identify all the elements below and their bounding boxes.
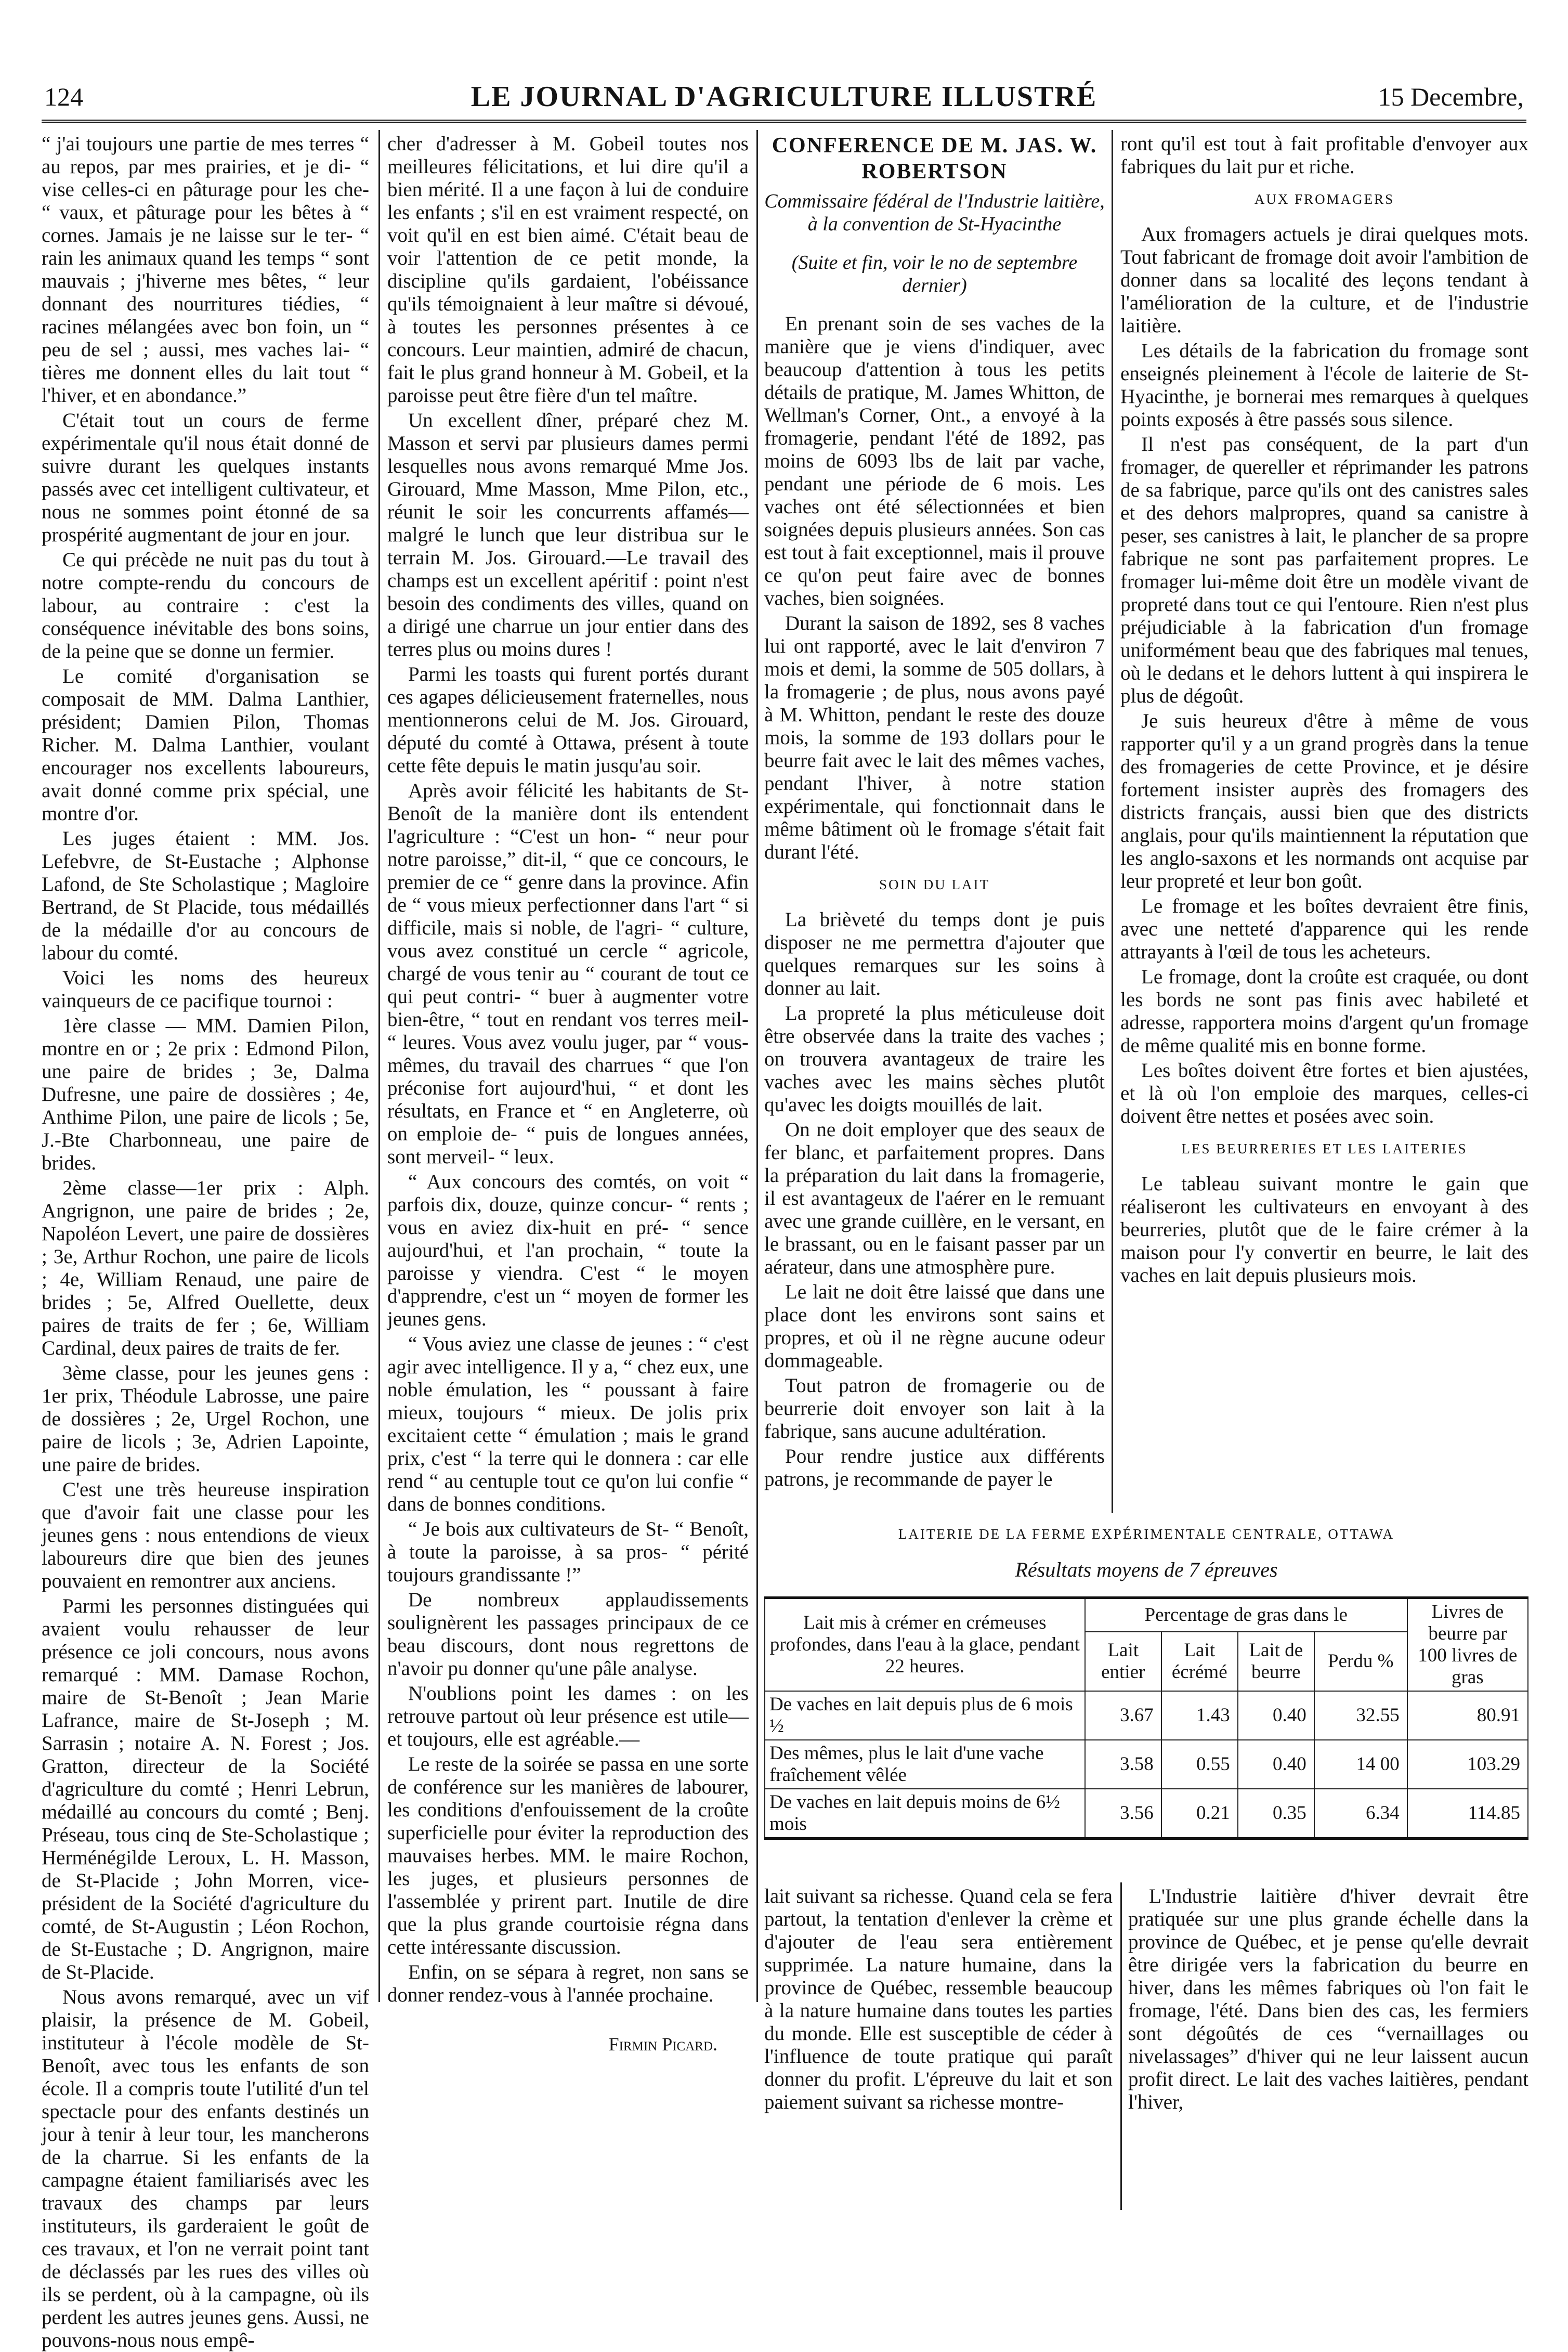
table-row: [765, 1691, 1528, 1740]
paragraph: Le comité d'organisation se composait de MM. Dalma Lanthier, président; Damien Pilon, Thomas Richer. M. Dalma Lanthier, voulant encourager nos excellents laboureurs, avait donné comme prix spécial, une montre d'or.: [42, 665, 369, 825]
table-header-percentage: Percentage de gras dans le: [1085, 1598, 1407, 1632]
paragraph: Pour rendre justice aux différents patrons, je recommande de payer le: [764, 1445, 1105, 1490]
table-cell: 114.85: [1407, 1789, 1528, 1839]
paragraph: Un excellent dîner, préparé chez M. Masson et servi par plusieurs dames permi lesquelles nous avons remarqué Mme Jos. Girouard, Mme Masson, Mme Pilon, etc., réunit le soir les concurrents affamés—malgré le lunch que leur distribua sur le terrain M. Jos. Girouard.—Le travail des champs est un excellent apéritif : point n'est besoin des condiments des villes, quand on a dirigé une charrue un jour entier dans des terres plus ou moins dures !: [387, 409, 749, 660]
paragraph: lait suivant sa richesse. Quand cela se fera partout, la tentation d'enlever la crème et d'ajouter de l'eau sera entièrement supprimée. La nature humaine, dans la province de Québec, ressemble beaucoup à la nature humaine dans toutes les parties du monde. Elle est susceptible de céder à l'influence de toute pratique qui paraît donner du profit. L'épreuve du lait et son paiement suivant sa richesse montre-: [764, 1885, 1113, 2113]
column-3-continuation: [764, 1885, 1113, 2207]
results-table: [764, 1596, 1528, 1840]
paragraph: “ Vous aviez une classe de jeunes : “ c'est agir avec intelligence. Il y a, “ chez eux, une noble émulation, les “ poussant à faire mieux, toujours “ mieux. De jolis prix excitaient cette “ émulation ; mais le grand prix, c'est “ la terre qui le donnera : car elle rend “ au centuple tout ce qu'on lui confie “ dans de bonnes conditions.: [387, 1333, 749, 1515]
paragraph: ront qu'il est tout à fait profitable d'envoyer aux fabriques du lait pur et riche.: [1120, 133, 1528, 178]
table-header-lait-ecreme: Lait écrémé: [1161, 1632, 1238, 1691]
table-row: [765, 1740, 1528, 1789]
paragraph: “ j'ai toujours une partie de mes terres “ au repos, par mes prairies, et je di- “ vise celles-ci en pâturage pour les che- “ vaux, et pâturage pour les bêtes à “ cornes. Jamais je ne laisse sur le ter- “ rain les animaux quand les temps “ sont mauvais ; j'hiverne mes bêtes, “ leur donnant des nourritures tiédies, “ racines mélangées avec bon foin, un “ peu de sel ; aussi, mes vaches lai- “ tières me donnent elles du lait tout “ l'hiver, et en abondance.”: [42, 133, 369, 407]
author-signature: Firmin Picard.: [608, 2034, 717, 2055]
paragraph: L'Industrie laitière d'hiver devrait être pratiquée sur une plus grande échelle dans la province de Québec, et je pense qu'elle devrait être dirigée vers la fabrication du beurre en hiver, dans les mêmes fabriques où l'on fait le fromage, l'été. Dans bien des cas, les fermiers sont dégoûtés de ces “vernaillages ou nivelassages” d'hiver qui ne leur laissent aucun profit direct. Le lait des vaches laitières, pendant l'hiver,: [1128, 1885, 1528, 2113]
paragraph: Parmi les personnes distinguées qui avaient voulu rehausser de leur présence ce joli concours, nous avons remarqué : MM. Damase Rochon, maire de St-Benoît ; Jean Marie Lafrance, maire de St-Joseph ; M. Sarrasin ; notaire A. N. Forest ; Jos. Gratton, directeur de la Société d'agriculture du comté ; Henri Lebrun, médaillé au concours du comté ; Benj. Préseau, tous cinq de Ste-Scholastique ; Herménégilde Leroux, L. H. Masson, de St-Placide ; John Morren, vice-président de la Société d'agriculture du comté, de St-Augustin ; Léon Rochon, de St-Eustache ; D. Angrignon, maire de St-Placide.: [42, 1595, 369, 1983]
table-header-lait-beurre: Lait de beurre: [1238, 1632, 1314, 1691]
table-header-perdu: Perdu %: [1314, 1632, 1407, 1691]
paragraph: Enfin, on se sépara à regret, non sans se donner rendez-vous à l'année prochaine.: [387, 1961, 749, 2006]
paragraph: La brièveté du temps dont je puis disposer ne me permettra d'ajouter que quelques remarques sur les soins à donner au lait.: [764, 908, 1105, 999]
paragraph: Les boîtes doivent être fortes et bien ajustées, et là où l'on emploie des marques, celles-ci doivent être nettes et posées avec soin.: [1120, 1059, 1528, 1127]
paragraph: Parmi les toasts qui furent portés durant ces agapes délicieusement fraternelles, nous mentionnerons celui de M. Jos. Girouard, député du comté à Ottawa, présent à toute cette fête depuis le matin jusqu'au soir.: [387, 663, 749, 777]
table-cell: 6.34: [1314, 1789, 1407, 1839]
table-cell: 32.55: [1314, 1691, 1407, 1740]
table-cell: De vaches en lait depuis plus de 6 mois ½: [765, 1691, 1085, 1740]
column-1: [42, 133, 369, 2351]
page-number: 124: [44, 82, 83, 111]
table-header-livres: Livres de beurre par 100 livres de gras: [1407, 1598, 1528, 1692]
column-3: [764, 133, 1105, 1511]
paragraph: Tout patron de fromagerie ou de beurrerie doit envoyer son lait à la fabrique, sans aucune adultération.: [764, 1374, 1105, 1443]
paragraph: En prenant soin de ses vaches de la manière que je viens d'indiquer, avec beaucoup d'attention à tous les petits détails de pratique, M. James Whitton, de Wellman's Corner, Ont., a envoyé à la fromagerie, pendant l'été de 1892, pas moins de 6093 lbs de lait par vache, pendant une période de 6 mois. Les vaches ont été sélectionnées et bien soignées depuis plusieurs années. Son cas est tout à fait exceptionnel, mais il prouve ce qu'on peut faire avec de bonnes vaches, bien soignées.: [764, 313, 1105, 609]
paragraph: Le fromage et les boîtes devraient être finis, avec une netteté d'apparence qui les rende attrayants à l'œil de tous les acheteurs.: [1120, 895, 1528, 963]
paragraph: Il n'est pas conséquent, de la part d'un fromager, de quereller et réprimander les patrons de sa fabrique, parce qu'ils ont des canistres sales et des dehors malpropres, quand sa canistre à peser, ses canistres à lait, le plancher de sa propre fabrique ne sont pas parfaitement propres. Le fromager lui-même doit être un modèle vivant de propreté dans tout ce qui l'entoure. Rien n'est plus préjudiciable à la fabrication d'un fromage uniformément beau que des fabriques mal tenues, où le dedans et le dehors luttent à qui inspirera le plus de dégoût.: [1120, 433, 1528, 707]
column-2: [387, 133, 749, 2207]
table-cell: 14 00: [1314, 1740, 1407, 1789]
page-header: [42, 78, 1526, 123]
paragraph: C'est une très heureuse inspiration que d'avoir fait une classe pour les jeunes gens : nous entendions de vieux laboureurs dire que bien des jeunes pouvaient en remontrer aux anciens.: [42, 1478, 369, 1592]
column-4-continuation: [1128, 1885, 1528, 2207]
paragraph: N'oublions point les dames : on les retrouve partout où leur présence est utile—et toujours, elle est agréable.—: [387, 1682, 749, 1750]
paragraph: Nous avons remarqué, avec un vif plaisir, la présence de M. Gobeil, instituteur à l'école modèle de St-Benoît, avec tous les enfants de son école. Il a compris toute l'utilité d'un tel spectacle pour des enfants destinés un jour à tenir à leur tour, les mancherons de la charrue. Si les enfants de la campagne étaient familiarisés avec les travaux des champs par leurs instituteurs, ils garderaient le goût de ces travaux, et l'on ne verrait point tant de déclassés par les rues des villes où ils se perdent, où à la campagne, où ils perdent les autres jeunes gens. Aussi, ne pouvons-nous nous empê-: [42, 1986, 369, 2351]
paragraph: Le tableau suivant montre le gain que réaliseront les cultivateurs en envoyant à des beurreries, plutôt que de le faire crémer à la maison pour l'y convertir en beurre, le lait des vaches en lait depuis plusieurs mois.: [1120, 1173, 1528, 1287]
column-4: [1120, 133, 1528, 1513]
section-heading: AUX FROMAGERS: [1254, 191, 1395, 207]
paragraph: De nombreux applaudissements soulignèrent les passages principaux de ce beau discours, dont nous regrettons de n'avoir pu donner qu'une pâle analyse.: [387, 1589, 749, 1680]
table-cell: 0.55: [1161, 1740, 1238, 1789]
table-header-description: Lait mis à crémer en crémeuses profondes, dans l'eau à la glace, pendant 22 heures.: [765, 1598, 1085, 1692]
column-rule: [1120, 1882, 1122, 2210]
table-cell: 1.43: [1161, 1691, 1238, 1740]
paragraph: Je suis heureux d'être à même de vous rapporter qu'il y a un grand progrès dans la tenue des fromageries de cette Province, et je désire fortement insister auprès des fromagers des districts français, aussi bien que des districts anglais, pour qu'ils maintiennent la réputation que les anglo-saxons et les normands ont acquise par leur propreté et leur bon goût.: [1120, 710, 1528, 892]
article-subtitle: Commissaire fédéral de l'Industrie laitière, à la convention de St-Hyacinthe: [764, 190, 1105, 235]
journal-title: LE JOURNAL D'AGRICULTURE ILLUSTRÉ: [471, 81, 1097, 113]
table-cell: 3.56: [1085, 1789, 1161, 1839]
article-note: (Suite et fin, voir le no de septembre dernier): [791, 252, 1078, 296]
paragraph: Durant la saison de 1892, ses 8 vaches lui ont rapporté, avec le lait d'environ 7 mois et demi, la somme de 505 dollars, à la fromagerie ; de plus, nous avons payé à M. Whitton, pendant le reste des douze mois, la somme de 193 dollars pour le beurre fait avec le lait des mêmes vaches, pendant l'hiver, à notre station expérimentale, qui fonctionnait dans le même bâtiment où le fromage s'était fait durant l'été.: [764, 612, 1105, 863]
page-date: 15 Decembre,: [1378, 82, 1524, 111]
table-header-lait-entier: Lait entier: [1085, 1632, 1161, 1691]
paragraph: La propreté la plus méticuleuse doit être observée dans la traite des vaches ; on trouvera avantageux de traire les vaches avec les mains sèches plutôt qu'avec les doigts mouillés de lait.: [764, 1002, 1105, 1116]
column-rule: [1112, 130, 1113, 1513]
table-cell: 80.91: [1407, 1691, 1528, 1740]
paragraph: Après avoir félicité les habitants de St-Benoît de la manière dont ils entendent l'agriculture : “C'est un hon- “ neur pour notre paroisse,” dit-il, “ que ce concours, le premier de ce “ genre dans la province. Afin de “ vous mieux perfectionner dans l'art “ si difficile, mais si noble, de l'agri- “ culture, vous avez constitué un cercle “ agricole, chargé de vous tenir au “ courant de tout ce qui peut contri- “ buer à augmenter votre bien-être, “ tout en rendant vos terres meil- “ leures. Vous avez voulu juger, par “ vous-mêmes, du travail des charrues “ que l'on préconise fort aujourd'hui, “ et dont les résultats, en France et “ en Angleterre, où on emploie de- “ puis de longues années, sont merveil- “ leux.: [387, 779, 749, 1168]
table-cell: 103.29: [1407, 1740, 1528, 1789]
paragraph: Le fromage, dont la croûte est craquée, ou dont les bords ne sont pas finis avec habileté et adresse, rapportera moins d'argent qu'un fromage de même qualité mis en bonne forme.: [1120, 966, 1528, 1057]
paragraph: “ Je bois aux cultivateurs de St- “ Benoît, à toute la paroisse, à sa pros- “ périté toujours grandissante !”: [387, 1518, 749, 1586]
paragraph: “ Aux concours des comtés, on voit “ parfois dix, douze, quinze concur- “ rents ; vous en aviez dix-huit en pré- “ sence aujourd'hui, et l'an prochain, “ toute la paroisse y viendra. C'est “ le moyen d'apprendre, c'est un “ moyen de former les jeunes gens.: [387, 1171, 749, 1330]
paragraph: cher d'adresser à M. Gobeil toutes nos meilleures félicitations, et lui dire qu'il a bien mérité. Il a une façon à lui de conduire les enfants ; s'il en est vraiment respecté, on voit qu'il en est bien aimé. C'était beau de voir l'attention de ce petit monde, la discipline qu'ils gardaient, l'obéissance qu'ils témoignaient à leur maître si dévoué, à toutes les personnes présentes à ce concours. Leur maintien, admiré de chacun, fait le plus grand honneur à M. Gobeil, et la paroisse peut être fière d'un tel maître.: [387, 133, 749, 407]
paragraph: Le lait ne doit être laissé que dans une place dont les environs sont sains et propres, et où il ne règne aucune odeur dommageable.: [764, 1281, 1105, 1372]
table-cell: 0.40: [1238, 1740, 1314, 1789]
paragraph: Le reste de la soirée se passa en une sorte de conférence sur les manières de labourer, les conditions d'enfouissement de la croûte superficielle pour éviter la reproduction des mauvaises herbes. MM. le maire Rochon, les juges, et plusieurs personnes de l'assemblée y prirent part. Inutile de dire que la plus grande courtoisie régna dans cette intéressante discussion.: [387, 1753, 749, 1958]
table-title: LAITERIE DE LA FERME EXPÉRIMENTALE CENTRALE, OTTAWA: [898, 1526, 1395, 1542]
paragraph: Les détails de la fabrication du fromage sont enseignés pleinement à l'école de laiterie de St-Hyacinthe, je bornerai mes remarques à quelques points exposés à être passés sous silence.: [1120, 340, 1528, 431]
paragraph: 2ème classe—1er prix : Alph. Angrignon, une paire de brides ; 2e, Napoléon Levert, une paire de dossières ; 3e, Arthur Rochon, une paire de licols ; 4e, William Renaud, une paire de brides ; 5e, Alfred Ouellette, deux paires de traits de fer ; 6e, William Cardinal, deux paires de traits de fer.: [42, 1177, 369, 1359]
paragraph: On ne doit employer que des seaux de fer blanc, et parfaitement propres. Dans la préparation du lait dans la fromagerie, il est avantageux de l'aérer en le remuant avec une grande cuillère, en le versant, en le brassant, ou en le faisant passer par un aérateur, dans une atmosphère pure.: [764, 1119, 1105, 1278]
table-row: [765, 1789, 1528, 1839]
column-rule: [756, 130, 758, 2002]
table-cell: De vaches en lait depuis moins de 6½ mois: [765, 1789, 1085, 1839]
table-cell: 3.67: [1085, 1691, 1161, 1740]
table-cell: Des mêmes, plus le lait d'une vache fraîchement vêlée: [765, 1740, 1085, 1789]
table-cell: 0.35: [1238, 1789, 1314, 1839]
section-heading: LES BEURRERIES ET LES LAITERIES: [1181, 1141, 1468, 1156]
table-subtitle: Résultats moyens de 7 épreuves: [1015, 1558, 1278, 1581]
paragraph: Ce qui précède ne nuit pas du tout à notre compte-rendu du concours de labour, au contraire : c'est la conséquence inévitable des bons soins, de la peine que se donne un fermier.: [42, 549, 369, 662]
paragraph: C'était tout un cours de ferme expérimentale qu'il nous était donné de suivre durant les quelques instants passés avec cet intelligent cultivateur, et nous ne sommes point étonné de sa prospérité augmentant de jour en jour.: [42, 409, 369, 546]
paragraph: 1ère classe — MM. Damien Pilon, montre en or ; 2e prix : Edmond Pilon, une paire de brides ; 3e, Dalma Dufresne, une paire de dossières ; 4e, Anthime Pilon, une paire de licols ; 5e, J.-Bte Charbonneau, une paire de brides.: [42, 1015, 369, 1174]
paragraph: Aux fromagers actuels je dirai quelques mots. Tout fabricant de fromage doit avoir l'ambition de donner dans sa localité des leçons tendant à l'amélioration de la culture, et de l'industrie laitière.: [1120, 223, 1528, 337]
paragraph: 3ème classe, pour les jeunes gens : 1er prix, Théodule Labrosse, une paire de dossières ; 2e, Urgel Rochon, une paire de licols ; 3e, Adrien Lapointe, une paire de brides.: [42, 1362, 369, 1476]
article-title: CONFERENCE DE M. JAS. W. ROBERTSON: [772, 134, 1097, 184]
section-heading: SOIN DU LAIT: [879, 877, 990, 892]
table-cell: 3.58: [1085, 1740, 1161, 1789]
table-cell: 0.21: [1161, 1789, 1238, 1839]
paragraph: Voici les noms des heureux vainqueurs de ce pacifique tournoi :: [42, 967, 369, 1012]
table-cell: 0.40: [1238, 1691, 1314, 1740]
column-rule: [378, 130, 380, 2002]
paragraph: Les juges étaient : MM. Jos. Lefebvre, de St-Eustache ; Alphonse Lafond, de Ste Scholastique ; Magloire Bertrand, de St Placide, tous médaillés de la médaille d'or au concours de labour du comté.: [42, 827, 369, 964]
